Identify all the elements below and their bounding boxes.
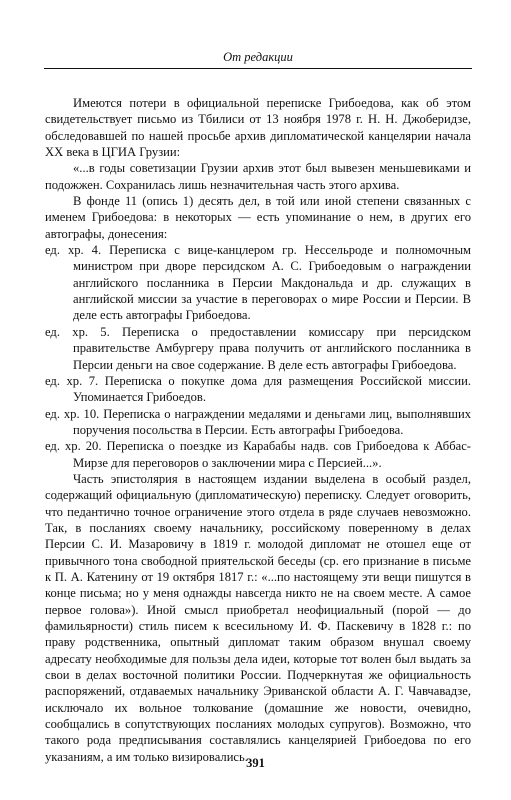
running-header: От редакции (223, 50, 293, 64)
page-number: 391 (246, 756, 265, 770)
archive-entry: ед. хр. 4. Переписка с вице-канцлером гр. Нессельроде и полномочным министром при дворе персидском А. С. Грибоедовым о награждении английского посланника в Персии Макдональда и др. служащих в английской миссии за участие в переговорах о мире России и Персии. В деле есть автографы Грибоедова. (45, 243, 471, 323)
archive-entry: ед. хр. 10. Переписка о награждении медалями и деньгами лиц, выполнявших поручения посольства в Персии. Есть автографы Грибоедова. (45, 406, 471, 437)
archive-entry: ед. хр. 20. Переписка о поездке из Карабабы надв. сов Грибоедова к Аббас-Мирзе для переговоров о заключении мира с Персией...». (45, 439, 471, 470)
paragraph-epistolary: Часть эпистолярия в настоящем издании выделена в особый раздел, содержащий официальную (дипломатическую) переписку. Следует оговорить, что педантично точное ограничение этого отдела в ряде случаев невозможно. Так, в посланиях своему начальнику, российскому поверенному в делах Персии С. И. Мазаровичу в 1819 г. молодой дипломат не отошел еще от привычного тона свободной приятельской беседы (ср. его признание в письме к П. А. Катенину от 19 октября 1817 г.: «...по настоящему эти вещи пишутся в конце письма; но у меня однажды навсегда никто не на своем месте. А самое первое голова»). Иной смысл приобретал неофициальный (порой — до фамильярности) стиль писем к всесильному И. Ф. Паскевичу в 1828 г.: по праву родственника, опытный дипломат таким образом внушал своему адресату необходимые для пользы дела идеи, которые тот волен был выдать за свои в делах восточной политики России. Подчеркнутая же официальность распоряжений, отдаваемых начальнику Эриванской области А. Г. Чавчавадзе, исключало их вольное толкование (домашние же новости, очевидно, сообщались в сопутствующих посланиях молодых супругов). Возможно, что такого рода предписывания составлялись канцелярией Грибоедова по его указаниям, а им только визировались. (45, 471, 471, 764)
paragraph-quote: «...в годы советизации Грузии архив этот был вывезен меньшевиками и подожжен. Сохранилась лишь незначительная часть этого архива. (45, 161, 471, 192)
page-body (45, 95, 471, 765)
archive-entry: ед. хр. 5. Переписка о предоставлении комиссару при персидском правительстве Амбургеру права получить от английского посланника в Персии деньги на свое содержание. В деле есть автографы Грибоедова. (45, 324, 471, 372)
paragraph-fond: В фонде 11 (опись 1) десять дел, в той или иной степени связанных с именем Грибоедова: в некоторых — есть упоминание о нем, в других его автографы, донесения: (45, 194, 471, 241)
archive-entry: ед. хр. 7. Переписка о покупке дома для размещения Российской миссии. Упоминается Грибоедов. (45, 373, 471, 405)
header-rule (44, 68, 472, 69)
paragraph-intro: Имеются потери в официальной переписке Грибоедова, как об этом свидетельствует письмо из Тбилиси от 13 ноября 1978 г. Н. Н. Джобеpидзе, обследовавшей по нашей просьбе архив дипломатической канцелярии начала XX века в ЦГИА Грузии: (45, 96, 471, 160)
